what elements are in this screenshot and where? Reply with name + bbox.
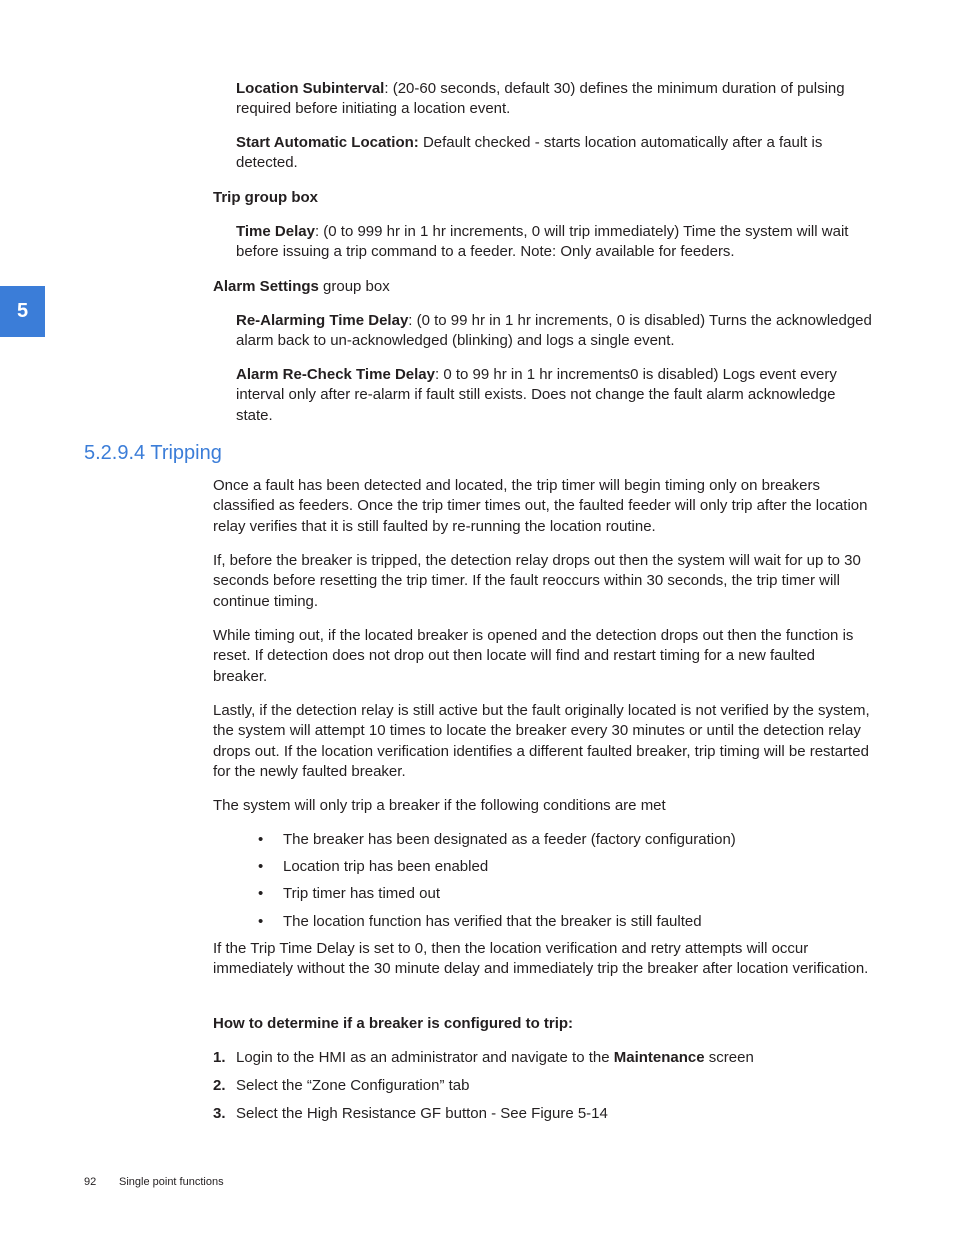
bullet-icon: •: [258, 913, 264, 930]
step-text: Select the “Zone Configuration” tab: [236, 1077, 470, 1094]
alarm-settings-label: Alarm Settings: [213, 278, 319, 295]
trip-group-box-heading: Trip group box: [213, 189, 318, 206]
step-number: 1.: [213, 1049, 226, 1066]
step-text: Login to the HMI as an administrator and navigate to the Maintenance screen: [236, 1049, 754, 1066]
location-subinterval-text: : (20-60 seconds, default 30) defines the minimum duration of pulsing required before initiating a location event.: [236, 80, 845, 118]
bullet-icon: •: [258, 885, 264, 902]
re-alarming-label: Re-Alarming Time Delay: [236, 312, 409, 329]
location-subinterval-paragraph: [236, 79, 872, 120]
step-number: 3.: [213, 1105, 226, 1122]
section-heading-tripping: 5.2.9.4 Tripping: [84, 442, 222, 464]
re-alarming-text: : (0 to 99 hr in 1 hr increments, 0 is disabled) Turns the acknowledged alarm back to un-acknowledged (blinking) and logs a single event.: [236, 312, 872, 350]
footer-section-name: Single point functions: [119, 1176, 224, 1188]
step-number: 2.: [213, 1077, 226, 1094]
alarm-recheck-text: : 0 to 99 hr in 1 hr increments0 is disabled) Logs event every interval only after re-alarm if fault still exists. Does not change the fault alarm acknowledge state.: [236, 366, 837, 424]
page-number: 92: [84, 1176, 97, 1188]
alarm-settings-heading: [213, 277, 873, 297]
after-conditions-paragraph: If the Trip Time Delay is set to 0, then the location verification and retry attempts will occur immediately without the 30 minute delay and immediately trip the breaker after location verification.: [213, 940, 869, 978]
tripping-paragraph-1: Once a fault has been detected and located, the trip timer will begin timing only on breakers classified as feeders. Once the trip timer times out, the faulted feeder will only trip after the location relay verifies that it is still faulted by re-running the location routine.: [213, 477, 868, 535]
time-delay-text: : (0 to 999 hr in 1 hr increments, 0 will trip immediately) Time the system will wait before issuing a trip command to a feeder. Note: Only available for feeders.: [236, 223, 849, 261]
re-alarming-paragraph: [236, 311, 872, 352]
tripping-paragraph-2: If, before the breaker is tripped, the detection relay drops out then the system will wait for up to 30 seconds before resetting the trip timer. If the fault reoccurs within 30 seconds, the trip timer will continue timing.: [213, 552, 861, 610]
start-auto-location-paragraph: [236, 133, 872, 174]
alarm-settings-text: group box: [318, 278, 390, 295]
tripping-paragraph-5: The system will only trip a breaker if the following conditions are met: [213, 797, 666, 814]
step-text: Select the High Resistance GF button - See Figure 5-14: [236, 1105, 608, 1122]
start-auto-location-text: Default checked - starts location automatically after a fault is detected.: [236, 134, 823, 172]
location-subinterval-label: Location Subinterval: [236, 80, 385, 97]
tripping-paragraph-4: Lastly, if the detection relay is still active but the fault originally located is not verified by the system, the system will attempt 10 times to locate the breaker every 30 minutes or until the detection relay drops out. If the location verification identifies a different faulted breaker, trip timing will be restarted for the newly faulted breaker.: [213, 702, 870, 780]
bullet-icon: •: [258, 831, 264, 848]
start-auto-location-label: Start Automatic Location:: [236, 134, 419, 151]
time-delay-paragraph: [236, 222, 872, 263]
tripping-paragraph-3: While timing out, if the located breaker is opened and the detection drops out then the function is reset. If detection does not drop out then locate will find and restart timing for a new faulted breaker.: [213, 627, 854, 685]
howto-heading: How to determine if a breaker is configured to trip:: [213, 1015, 574, 1032]
alarm-recheck-paragraph: [236, 365, 872, 426]
alarm-recheck-label: Alarm Re-Check Time Delay: [236, 366, 435, 383]
chapter-tab: 5: [0, 286, 45, 337]
bullet-icon: •: [258, 858, 264, 875]
time-delay-label: Time Delay: [236, 223, 315, 240]
